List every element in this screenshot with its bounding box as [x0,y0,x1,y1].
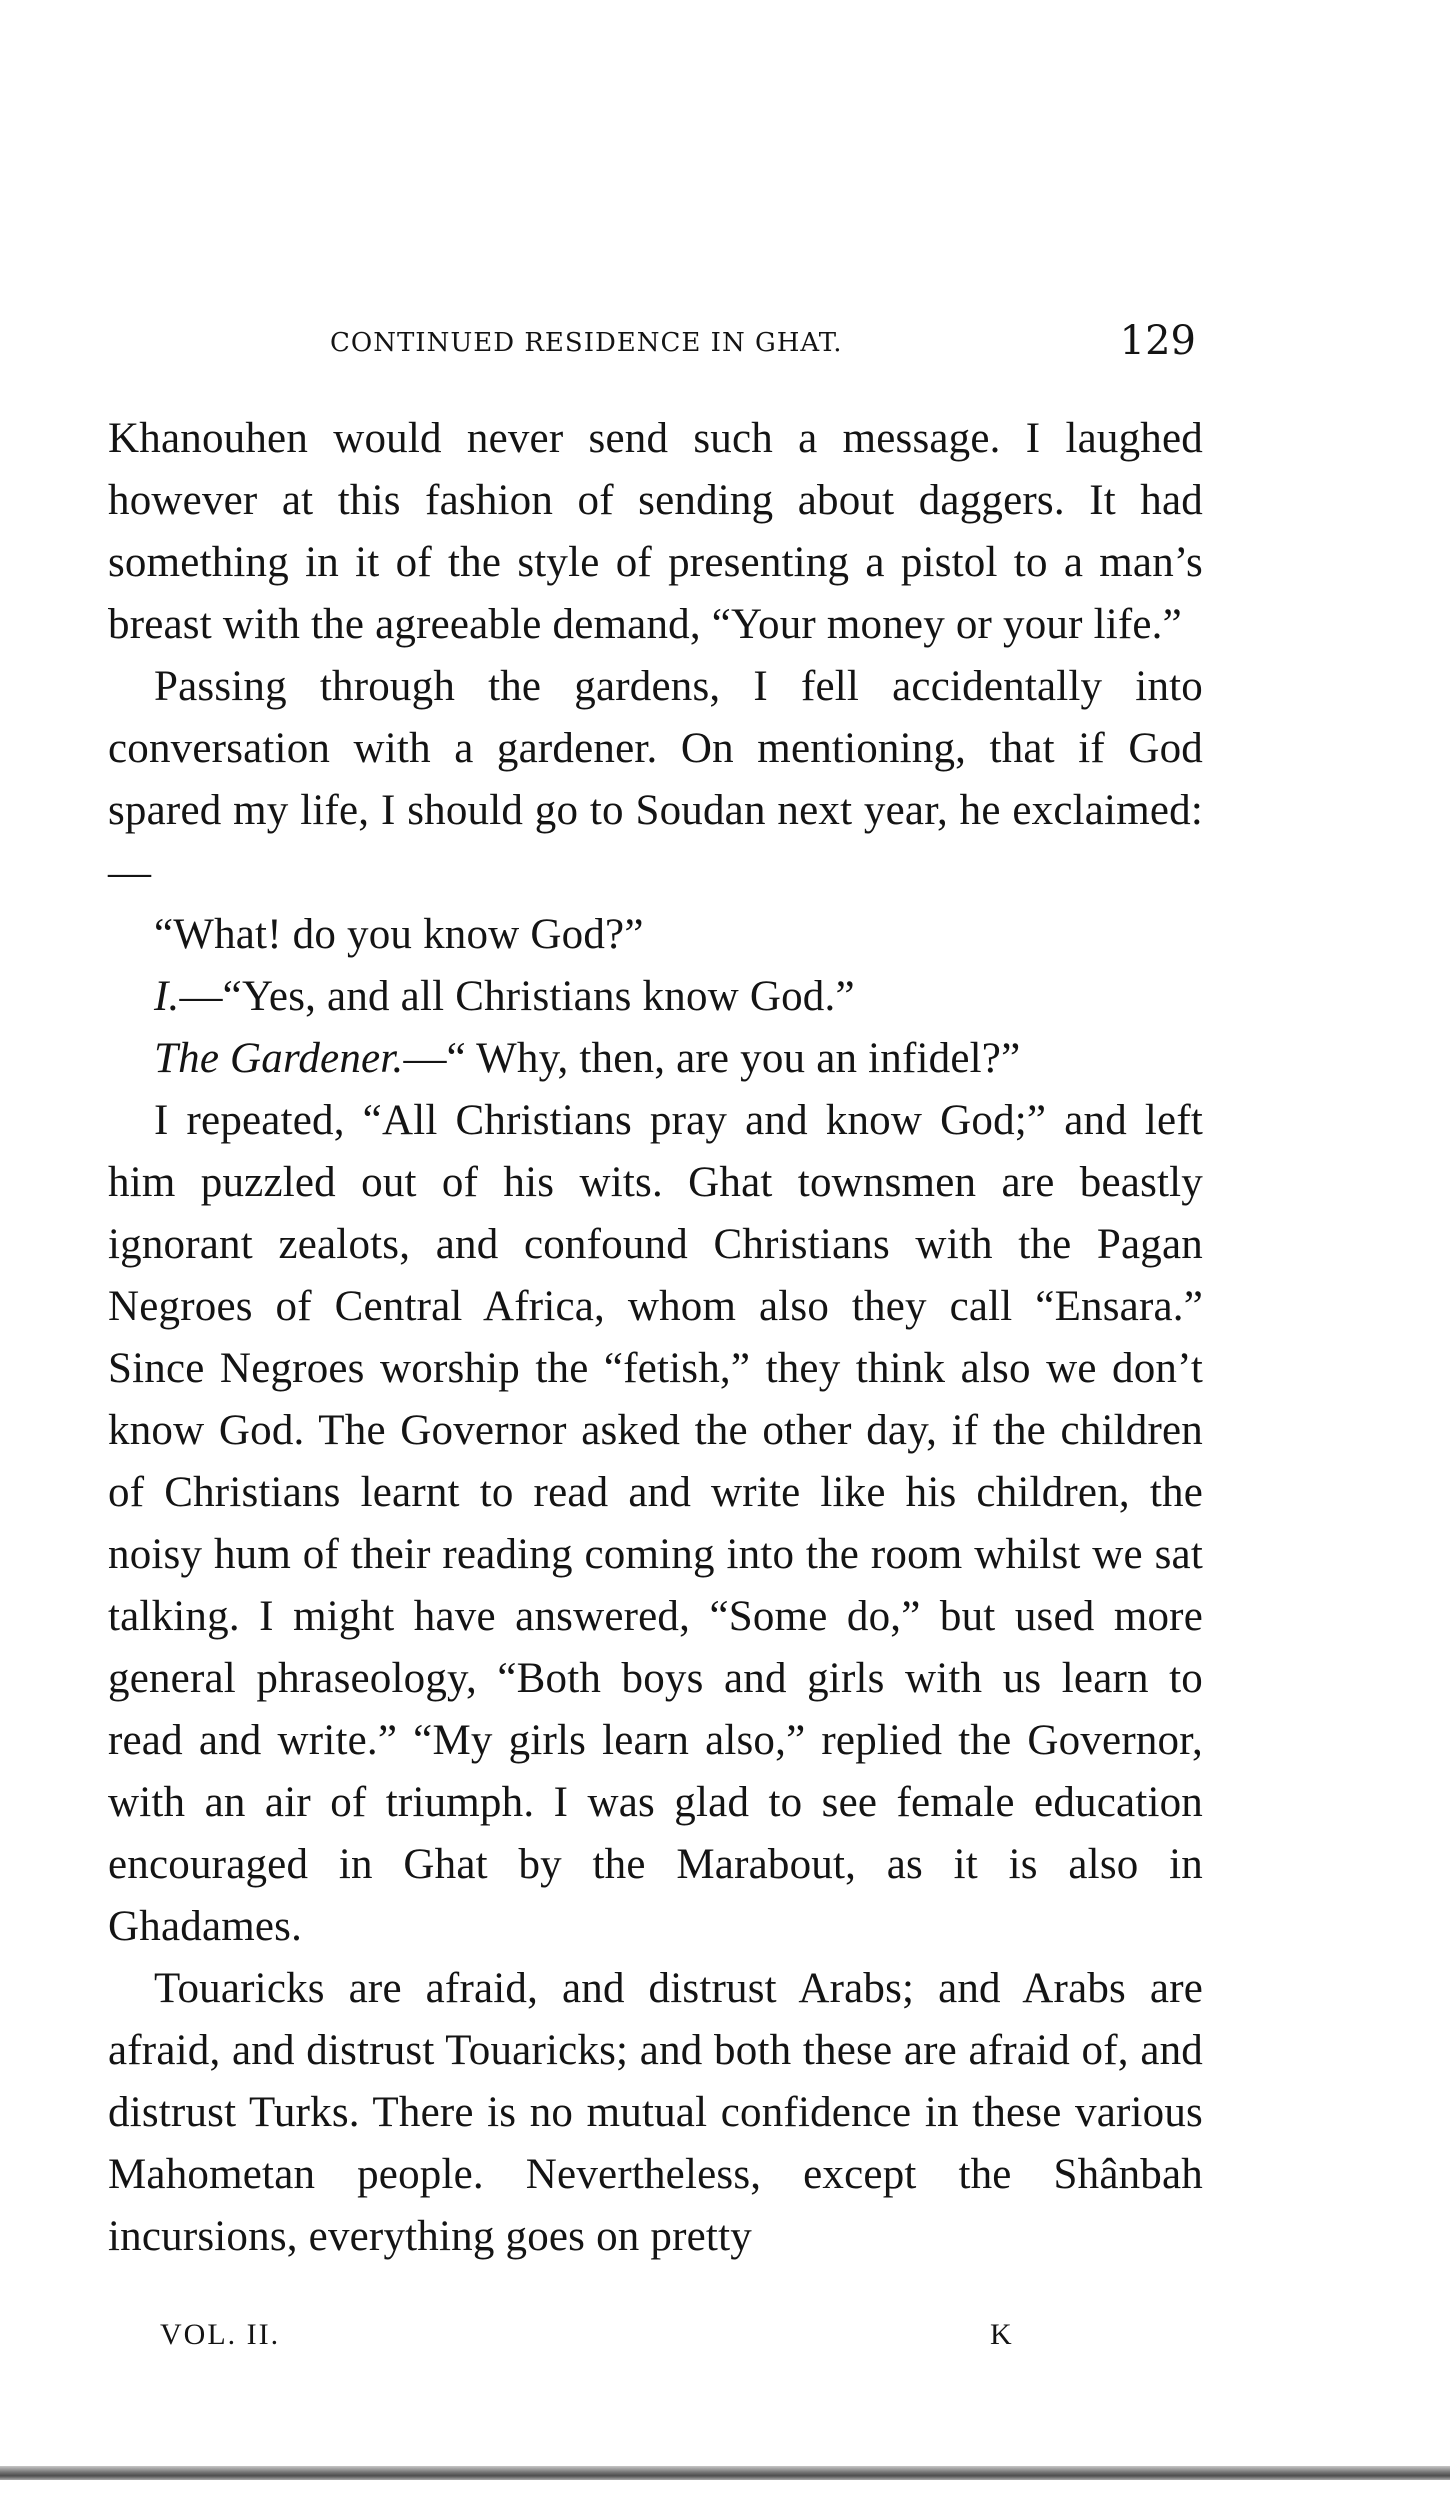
speaker-label: I. [154,973,180,1020]
paragraph: Passing through the gardens, I fell accidentally into conversation with a gardener. On mentioning, that if God spared my life, I should go to Soudan next year, he exclaimed:— [108,663,1203,896]
dialogue-text: —“Yes, and all Christians know God.” [179,973,855,1020]
volume-mark: VOL. II. [160,2318,281,2351]
dialogue-text: —“ Why, then, are you an infidel?” [403,1035,1021,1082]
paragraph: I repeated, “All Christians pray and know God;” and left him puzzled out of his wits. Ghat townsmen are beastly ignorant zealots, and confound Christians with the Pagan Negroes of Central Africa, whom also they call “Ensara.” Since Negroes worship the “fetish,” they think also we don’t know God. The Governor asked the other day, if the children of Christians learnt to read and write like his children, the noisy hum of their reading coming into the room whilst we sat talking. I might have answered, “Some do,” but used more general phraseology, “Both boys and girls with us learn to read and write.” “My girls learn also,” replied the Governor, with an air of triumph. I was glad to see female education encouraged in Ghat by the Marabout, as it is also in Ghadames. [108,1097,1203,1950]
dialogue-line [108,904,1203,966]
page-bottom-edge [0,2466,1450,2480]
paragraph: Khanouhen would never send such a message. I laughed however at this fashion of sending about daggers. It had something in it of the style of presenting a pistol to a man’s breast with the agreeable demand, “Your money or your life.” [108,415,1203,648]
page-footer [160,2318,1060,2368]
signature-mark: K [990,2318,1014,2351]
page-number: 129 [1119,318,1196,364]
dialogue-line [108,1028,1203,1090]
paragraph: Touaricks are afraid, and distrust Arabs; and Arabs are afraid, and distrust Touaricks; and both these are afraid of, and distrust Turks. There is no mutual confidence in these various Mahometan people. Nevertheless, except the Shânbah incursions, everything goes on pretty [108,1965,1203,2260]
body-text [108,408,1203,2268]
running-head [330,318,1210,368]
dialogue-text: “What! do you know God?” [154,911,644,958]
dialogue-line [108,966,1203,1028]
running-title: CONTINUED RESIDENCE IN GHAT. [330,328,843,358]
speaker-label: The Gardener. [154,1035,404,1082]
